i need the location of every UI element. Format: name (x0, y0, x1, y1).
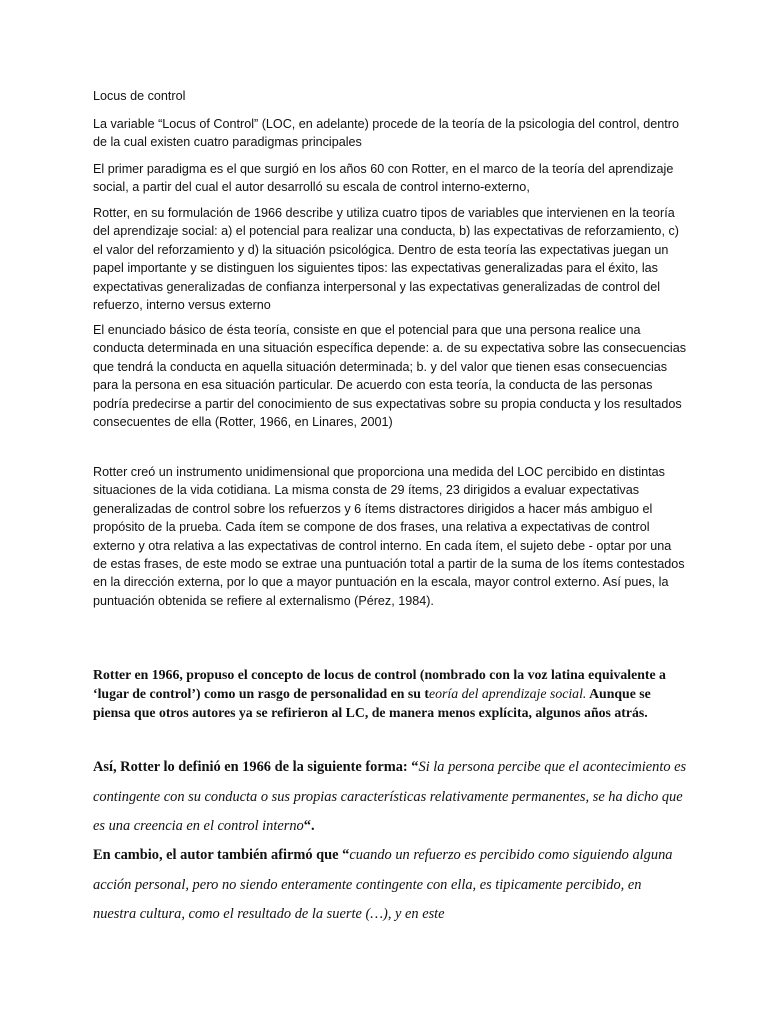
paragraph-6-part-c: Aunque se piensa que otros autores ya se refirieron al LC, de manera menos explícita, algunos años atrás. (93, 686, 651, 720)
paragraph-7-part-b: Si la persona percibe que el acontecimiento es contingente con su conducta o sus propias características relativamente permanentes, se ha dicho que es una creencia en el control interno (93, 759, 687, 834)
paragraph-6 (93, 665, 688, 722)
paragraph-7-part-c: “. (303, 818, 315, 834)
paragraph-7 (93, 753, 688, 842)
paragraph-4: El enunciado básico de ésta teoría, consiste en que el potencial para que una persona realice una conducta determinada en una situación específica depende: a. de su expectativa sobre las consecuencias que tendrá la conducta en aquella situación determinada; b. y del valor que tienen esas consecuencias para la persona en esa situación particular. De acuerdo con esta teoría, la conducta de las personas podría predecirse a partir del conocimiento de sus expectativas sobre su propia conducta y los resultados consecuentes de ella (Rotter, 1966, en Linares, 2001) (93, 323, 686, 430)
paragraph-1: La variable “Locus of Control” (LOC, en adelante) procede de la teoría de la psicologia del control, dentro de la cual existen cuatro paradigmas principales (93, 117, 679, 150)
paragraph-6-part-a: Rotter en 1966, propuso el concepto de locus de control (nombrado con la voz latina equivalente a ‘lugar de control’) como un rasgo de personalidad en su t (93, 667, 666, 701)
paragraph-5: Rotter creó un instrumento unidimensional que proporciona una medida del LOC percibido en distintas situaciones de la vida cotidiana. La misma consta de 29 ítems, 23 dirigidos a evaluar expectativas generalizadas de control sobre los refuerzos y 6 ítems distractores dirigidos a hacer más ambiguo el propósito de la prueba. Cada ítem se compone de dos frases, una relativa a expectativas de control externo y otra relativa a las expectativas de control interno. En cada ítem, el sujeto debe - optar por una de estas frases, de este modo se extrae una puntuación total a partir de la suma de los ítems contestados en la dirección externa, por lo que a mayor puntuación en la escala, mayor control externo. Así pues, la puntuación obtenida se refiere al externalismo (Pérez, 1984). (93, 465, 685, 608)
paragraph-3: Rotter, en su formulación de 1966 describe y utiliza cuatro tipos de variables que intervienen en la teoría del aprendizaje social: a) el potencial para realizar una conducta, b) las expectativas de reforzamiento, c) el valor del reforzamiento y d) la situación psicológica. Dentro de esta teoría las expectativas juegan un papel importante y se distinguen los siguientes tipos: las expectativas generalizadas para el éxito, las expectativas generalizadas de confianza interpersonal y las expectativas generalizadas de control del refuerzo, interno versus externo (93, 206, 679, 313)
paragraph-7-part-a: Así, Rotter lo definió en 1966 de la siguiente forma: “ (93, 759, 419, 775)
paragraph-8-part-b: cuando un refuerzo es percibido como siguiendo alguna acción personal, pero no siendo enteramente contingente con ella, es tipicamente percibido, en nuestra cultura, como el resultado de la suerte (…), y en este (93, 847, 673, 922)
paragraph-8 (93, 841, 688, 930)
paragraph-8-part-a: En cambio, el autor también afirmó que “ (93, 847, 350, 863)
document-heading: Locus de control (93, 89, 186, 103)
paragraph-6-part-b: eoría del aprendizaje social. (429, 686, 587, 701)
paragraph-2: El primer paradigma es el que surgió en los años 60 con Rotter, en el marco de la teoría del aprendizaje social, a partir del cual el autor desarrolló su escala de control interno-externo, (93, 162, 674, 195)
